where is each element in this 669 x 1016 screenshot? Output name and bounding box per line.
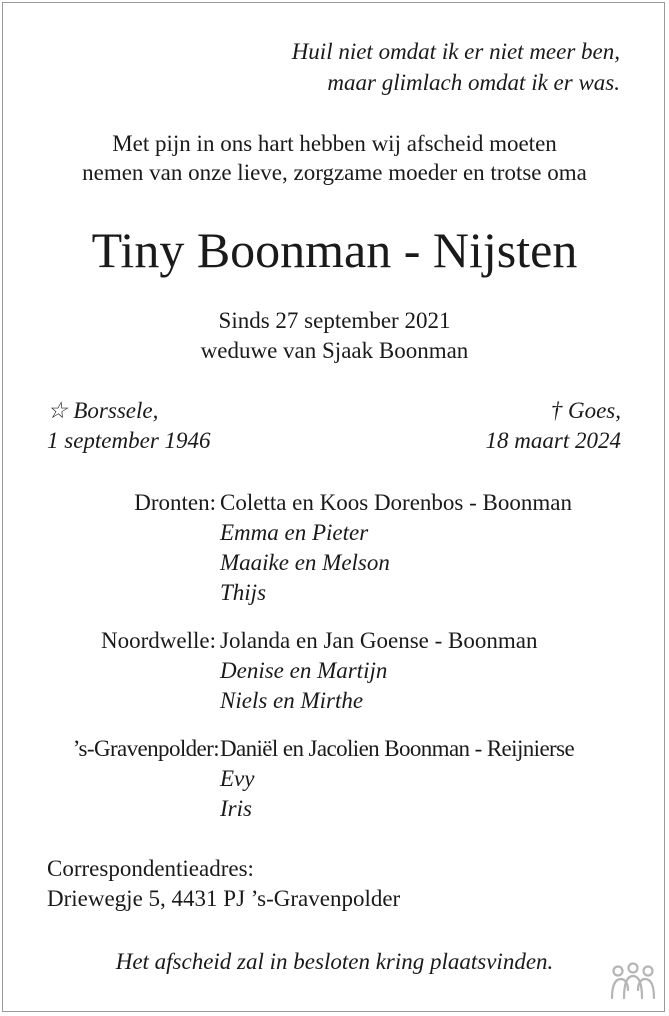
family-child: Niels en Mirthe bbox=[220, 688, 364, 713]
correspondence-label: Correspondentieadres: bbox=[47, 856, 254, 881]
intro-line-1: Met pijn in ons hart hebben wij afscheid moeten bbox=[112, 131, 557, 156]
family-child: Evy bbox=[220, 766, 255, 791]
birth-place: ☆ Borssele, bbox=[47, 398, 159, 423]
family-list-noordwelle bbox=[220, 626, 537, 716]
widow-line-2: weduwe van Sjaak Boonman bbox=[200, 338, 469, 363]
motto-line-1: Huil niet omdat ik er niet meer ben, bbox=[291, 39, 620, 64]
family-list-dronten bbox=[220, 488, 572, 608]
family-child: Iris bbox=[220, 796, 252, 821]
family-child: Denise en Martijn bbox=[220, 658, 388, 683]
deceased-name: Tiny Boonman - Nijsten bbox=[91, 222, 578, 278]
death-place: † Goes, bbox=[550, 398, 621, 423]
family-place-noordwelle: Noordwelle: bbox=[101, 628, 216, 653]
family-place-dronten: Dronten: bbox=[134, 490, 216, 515]
intro-line-2: nemen van onze lieve, zorgzame moeder en trotse oma bbox=[82, 160, 587, 185]
correspondence bbox=[47, 854, 400, 914]
death-date: 18 maart 2024 bbox=[485, 428, 621, 453]
family-child: Emma en Pieter bbox=[220, 520, 369, 545]
motto-line-2: maar glimlach omdat ik er was. bbox=[327, 70, 620, 95]
family-child: Thijs bbox=[220, 580, 267, 605]
family-parents: Coletta en Koos Dorenbos - Boonman bbox=[220, 490, 572, 515]
death-info bbox=[0, 396, 621, 456]
people-group-icon bbox=[609, 962, 657, 1002]
birth-date: 1 september 1946 bbox=[47, 428, 211, 453]
correspondence-address: Driewegje 5, 4431 PJ ’s-Gravenpolder bbox=[47, 886, 401, 911]
family-place-gravenpolder: ’s-Gravenpolder: bbox=[72, 736, 219, 761]
widow-info bbox=[0, 306, 669, 366]
intro-text bbox=[0, 129, 669, 187]
closing-text: Het afscheid zal in besloten kring plaatsvinden. bbox=[115, 949, 554, 974]
family-list-gravenpolder bbox=[220, 734, 574, 824]
widow-line-1: Sinds 27 september 2021 bbox=[218, 308, 451, 333]
family-parents: Jolanda en Jan Goense - Boonman bbox=[220, 628, 538, 653]
motto bbox=[0, 36, 620, 98]
family-child: Maaike en Melson bbox=[220, 550, 390, 575]
family-parents: Daniël en Jacolien Boonman - Reijnierse bbox=[220, 736, 575, 761]
